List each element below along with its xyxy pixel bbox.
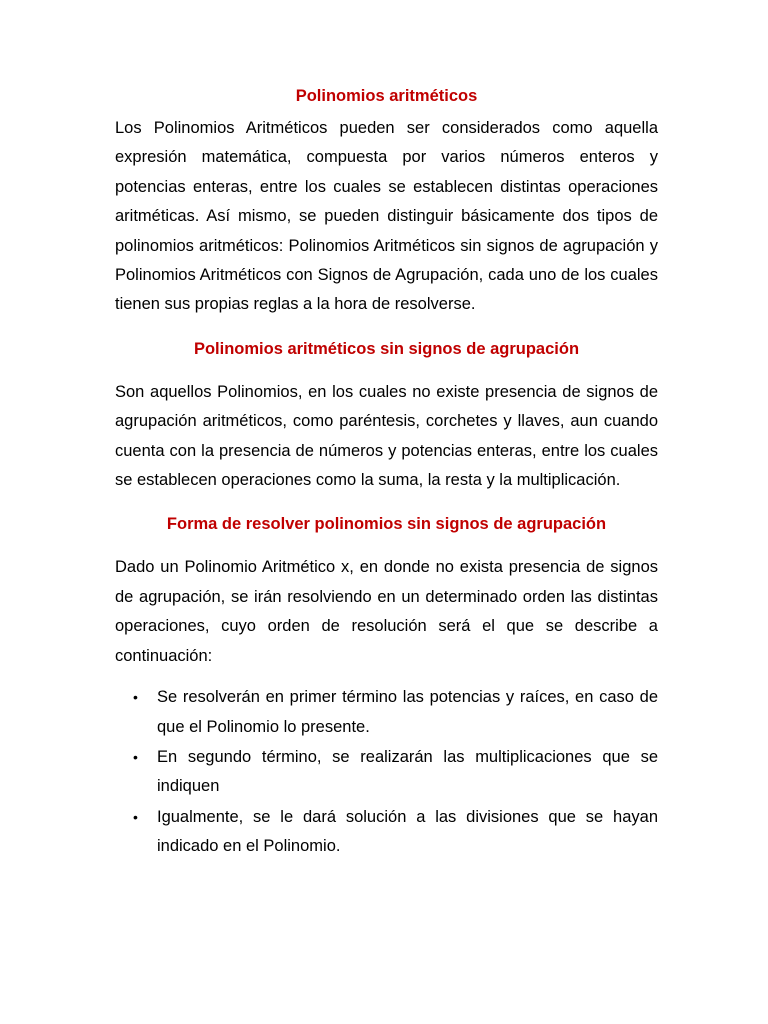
list-item (115, 803, 658, 862)
list-item-text: En segundo término, se realizarán las multiplicaciones que se indiquen (157, 747, 658, 796)
section-heading-sin-signos: Polinomios aritméticos sin signos de agrupación (193, 339, 580, 358)
bullet-icon: • (133, 748, 138, 765)
list-item-text: Se resolverán en primer término las potencias y raíces, en caso de que el Polinomio lo presente. (157, 688, 658, 736)
paragraph-definition: Los Polinomios Aritméticos pueden ser considerados como aquella expresión matemática, compuesta por varios números enteros y potencias enteras, entre los cuales se establecen distintas operaciones aritméticas. Así mismo, se pueden distinguir básicamente dos tipos de polinomios aritméticos: Polinomios Aritméticos sin signos de agrupación y Polinomios Aritméticos con Signos de Agrupación, cada uno de los cuales tienen sus propias reglas a la hora de resolverse. (115, 119, 658, 314)
list-item (115, 743, 658, 802)
list-item-text: Igualmente, se le dará solución a las divisiones que se hayan indicado en el Polinomio. (157, 807, 658, 856)
section-heading-polinomios-aritmeticos: Polinomios aritméticos (295, 87, 478, 105)
steps-list (115, 683, 658, 861)
paragraph-forma-de-resolver: Dado un Polinomio Aritmético x, en donde no exista presencia de signos de agrupación, se irán resolviendo en un determinado orden las distintas operaciones, cuyo orden de resolución será el que se describe a continuación: (115, 558, 658, 665)
list-item (115, 683, 658, 742)
paragraph-sin-signos: Son aquellos Polinomios, en los cuales no existe presencia de signos de agrupación aritméticos, como paréntesis, corchetes y llaves, aun cuando cuenta con la presencia de números y potencias enteras, entre los cuales se establecen operaciones como la suma, la resta y la multiplicación. (115, 382, 658, 490)
bullet-icon: • (133, 689, 138, 706)
section-heading-forma-de-resolver: Forma de resolver polinomios sin signos de agrupación (166, 515, 607, 534)
bullet-icon: • (133, 808, 138, 825)
